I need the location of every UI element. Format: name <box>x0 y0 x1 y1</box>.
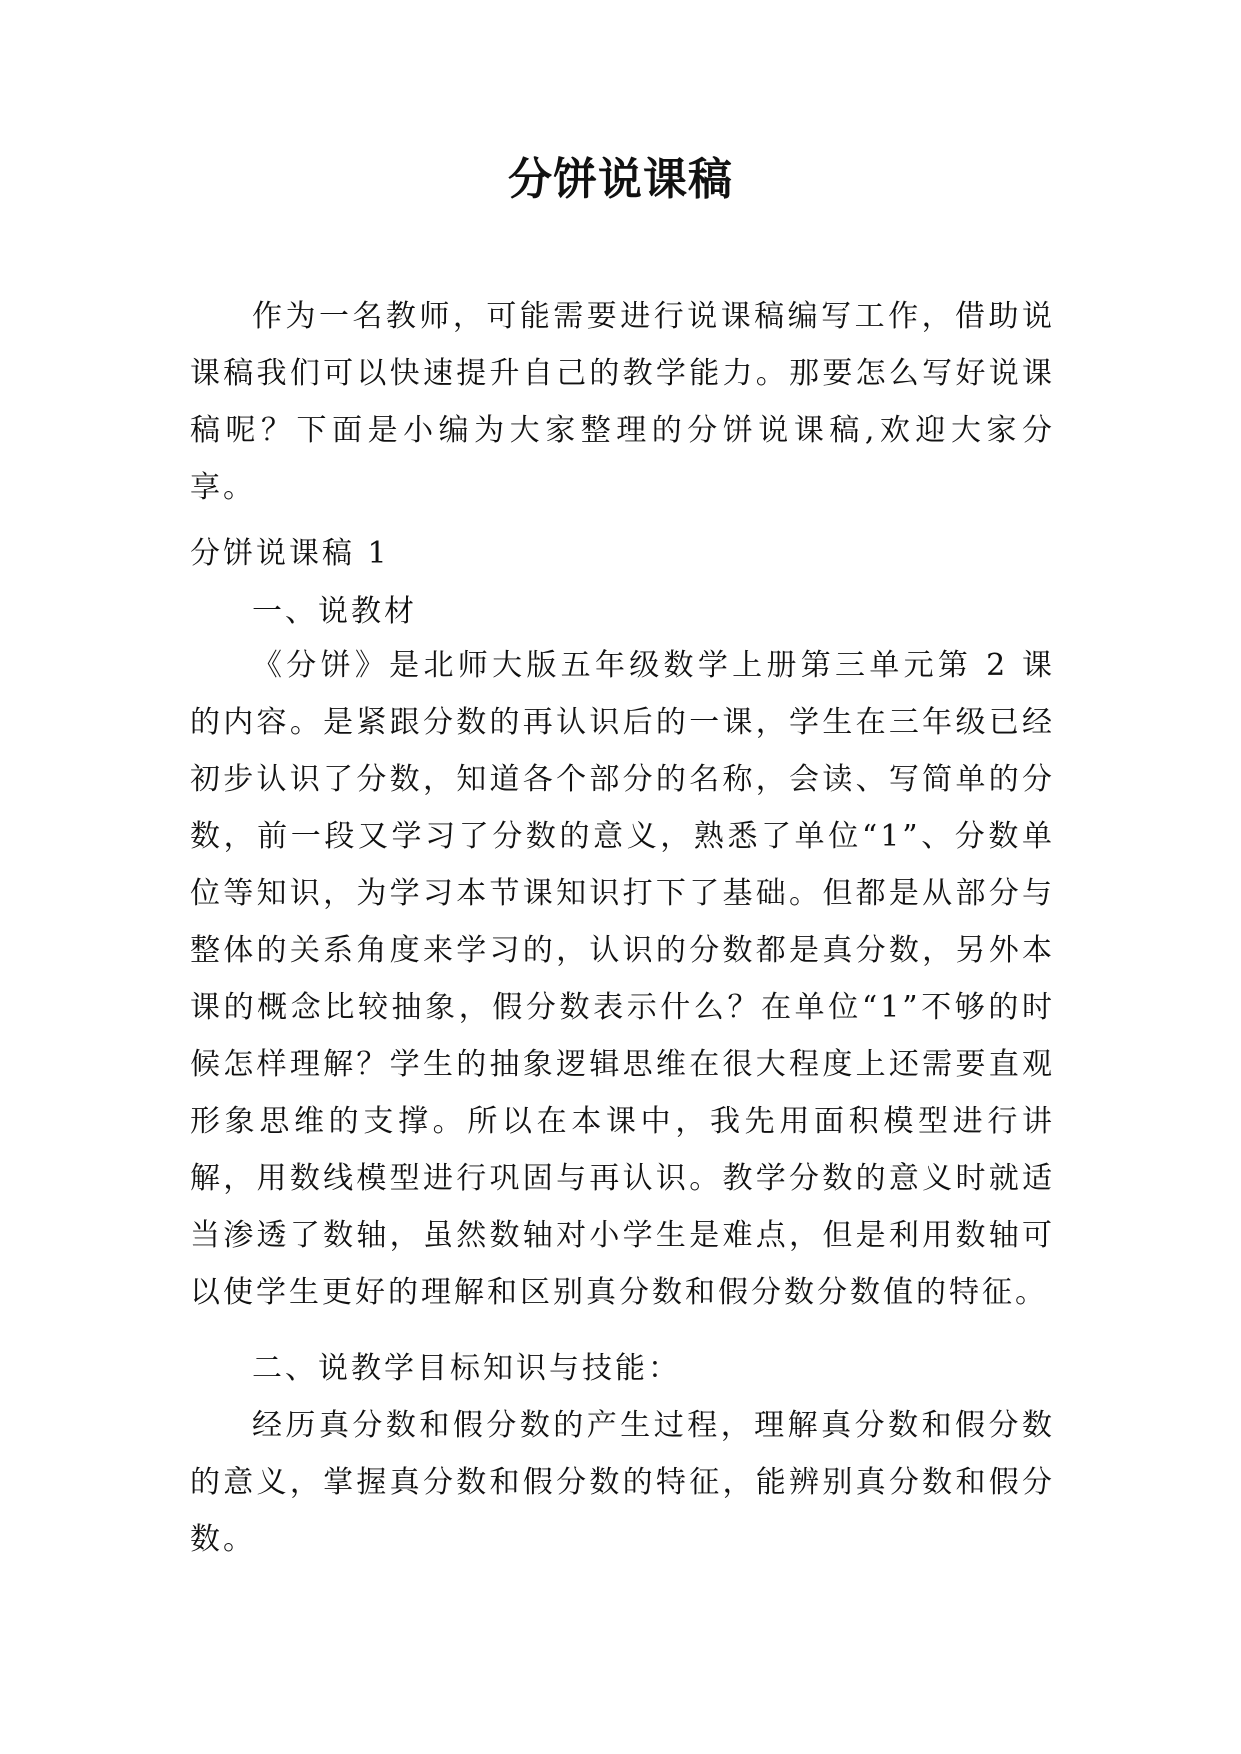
subheading-teaching-goals: 二、说教学目标知识与技能： <box>252 1351 681 1386</box>
paragraph-teaching-material: 《分饼》是北师大版五年级数学上册第三单元第 2 课的内容。是紧跟分数的再认识后的一课，学生在三年级已经初步认识了分数，知道各个部分的名称，会读、写简单的分数，前一段又学习了分数的意义，熟悉了单位“1”、分数单位等知识，为学习本节课知识打下了基础。但都是从部分与整体的关系角度来学习的，认识的分数都是真分数，另外本课的概念比较抽象，假分数表示什么？在单位“1”不够的时候怎样理解？学生的抽象逻辑思维在很大程度上还需要直观形象思维的支撑。所以在本课中，我先用面积模型进行讲解，用数线模型进行巩固与再认识。教学分数的意义时就适当渗透了数轴，虽然数轴对小学生是难点，但是利用数轴可以使学生更好的理解和区别真分数和假分数分数值的特征。 <box>190 648 1055 1310</box>
paragraph-teaching-goals: 经历真分数和假分数的产生过程，理解真分数和假分数的意义，掌握真分数和假分数的特征，能辨别真分数和假分数。 <box>190 1408 1055 1557</box>
section-heading: 分饼说课稿 1 <box>190 536 390 571</box>
intro-paragraph: 作为一名教师，可能需要进行说课稿编写工作，借助说课稿我们可以快速提升自己的教学能力。那要怎么写好说课稿呢？下面是小编为大家整理的分饼说课稿,欢迎大家分享。 <box>190 299 1055 505</box>
subheading-teaching-material: 一、说教材 <box>252 594 417 629</box>
document-title: 分饼说课稿 <box>508 154 733 205</box>
